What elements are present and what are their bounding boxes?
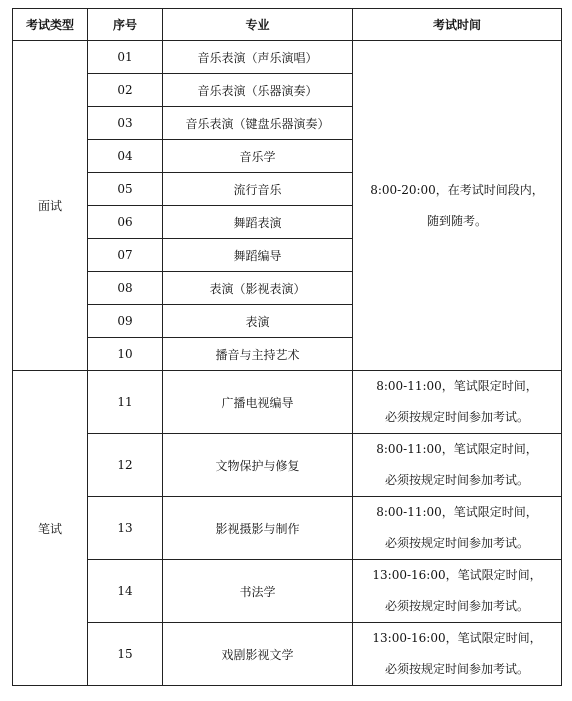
row-number: 11 (88, 371, 163, 434)
time-line: 13:00-16:00，笔试限定时间， (372, 631, 542, 645)
time-line: 必须按规定时间参加考试。 (384, 473, 529, 487)
exam-type-written: 笔试 (13, 371, 88, 686)
row-major: 音乐学 (163, 140, 353, 173)
header-exam-time: 考试时间 (353, 9, 562, 41)
row-number: 09 (88, 305, 163, 338)
row-exam-time (353, 371, 562, 434)
row-major: 音乐表演（声乐演唱） (163, 41, 353, 74)
time-line: 8:00-11:00，笔试限定时间， (376, 505, 538, 519)
row-number: 13 (88, 497, 163, 560)
table-row (13, 371, 562, 434)
row-major: 书法学 (163, 560, 353, 623)
header-exam-type: 考试类型 (13, 9, 88, 41)
row-number: 14 (88, 560, 163, 623)
row-number: 04 (88, 140, 163, 173)
table-row (13, 560, 562, 623)
row-major: 表演 (163, 305, 353, 338)
time-line: 13:00-16:00，笔试限定时间， (372, 568, 542, 582)
interview-exam-time (353, 41, 562, 371)
time-line: 8:00-20:00，在考试时间段内， (370, 182, 544, 197)
time-line: 必须按规定时间参加考试。 (384, 599, 529, 613)
row-number: 10 (88, 338, 163, 371)
row-number: 06 (88, 206, 163, 239)
table-row (13, 41, 562, 74)
row-major: 舞蹈编导 (163, 239, 353, 272)
row-number: 12 (88, 434, 163, 497)
time-line: 8:00-11:00，笔试限定时间， (376, 379, 538, 393)
header-row (13, 9, 562, 41)
row-exam-time (353, 497, 562, 560)
row-number: 05 (88, 173, 163, 206)
row-exam-time (353, 560, 562, 623)
exam-schedule-table (12, 8, 562, 686)
row-number: 03 (88, 107, 163, 140)
row-major: 音乐表演（乐器演奏） (163, 74, 353, 107)
row-major: 舞蹈表演 (163, 206, 353, 239)
row-number: 08 (88, 272, 163, 305)
time-line: 必须按规定时间参加考试。 (384, 410, 529, 424)
table-row (13, 434, 562, 497)
row-number: 02 (88, 74, 163, 107)
row-exam-time (353, 623, 562, 686)
time-line: 必须按规定时间参加考试。 (384, 662, 529, 676)
row-major: 播音与主持艺术 (163, 338, 353, 371)
row-major: 戏剧影视文学 (163, 623, 353, 686)
time-line: 随到随考。 (426, 213, 487, 228)
header-major: 专业 (163, 9, 353, 41)
row-major: 广播电视编导 (163, 371, 353, 434)
row-number: 15 (88, 623, 163, 686)
row-major: 音乐表演（键盘乐器演奏） (163, 107, 353, 140)
exam-type-interview: 面试 (13, 41, 88, 371)
time-line: 必须按规定时间参加考试。 (384, 536, 529, 550)
row-major: 流行音乐 (163, 173, 353, 206)
row-exam-time (353, 434, 562, 497)
row-number: 07 (88, 239, 163, 272)
row-major: 表演（影视表演） (163, 272, 353, 305)
time-line: 8:00-11:00，笔试限定时间， (376, 442, 538, 456)
row-number: 01 (88, 41, 163, 74)
row-major: 影视摄影与制作 (163, 497, 353, 560)
table-row (13, 623, 562, 686)
header-number: 序号 (88, 9, 163, 41)
row-major: 文物保护与修复 (163, 434, 353, 497)
table-row (13, 497, 562, 560)
